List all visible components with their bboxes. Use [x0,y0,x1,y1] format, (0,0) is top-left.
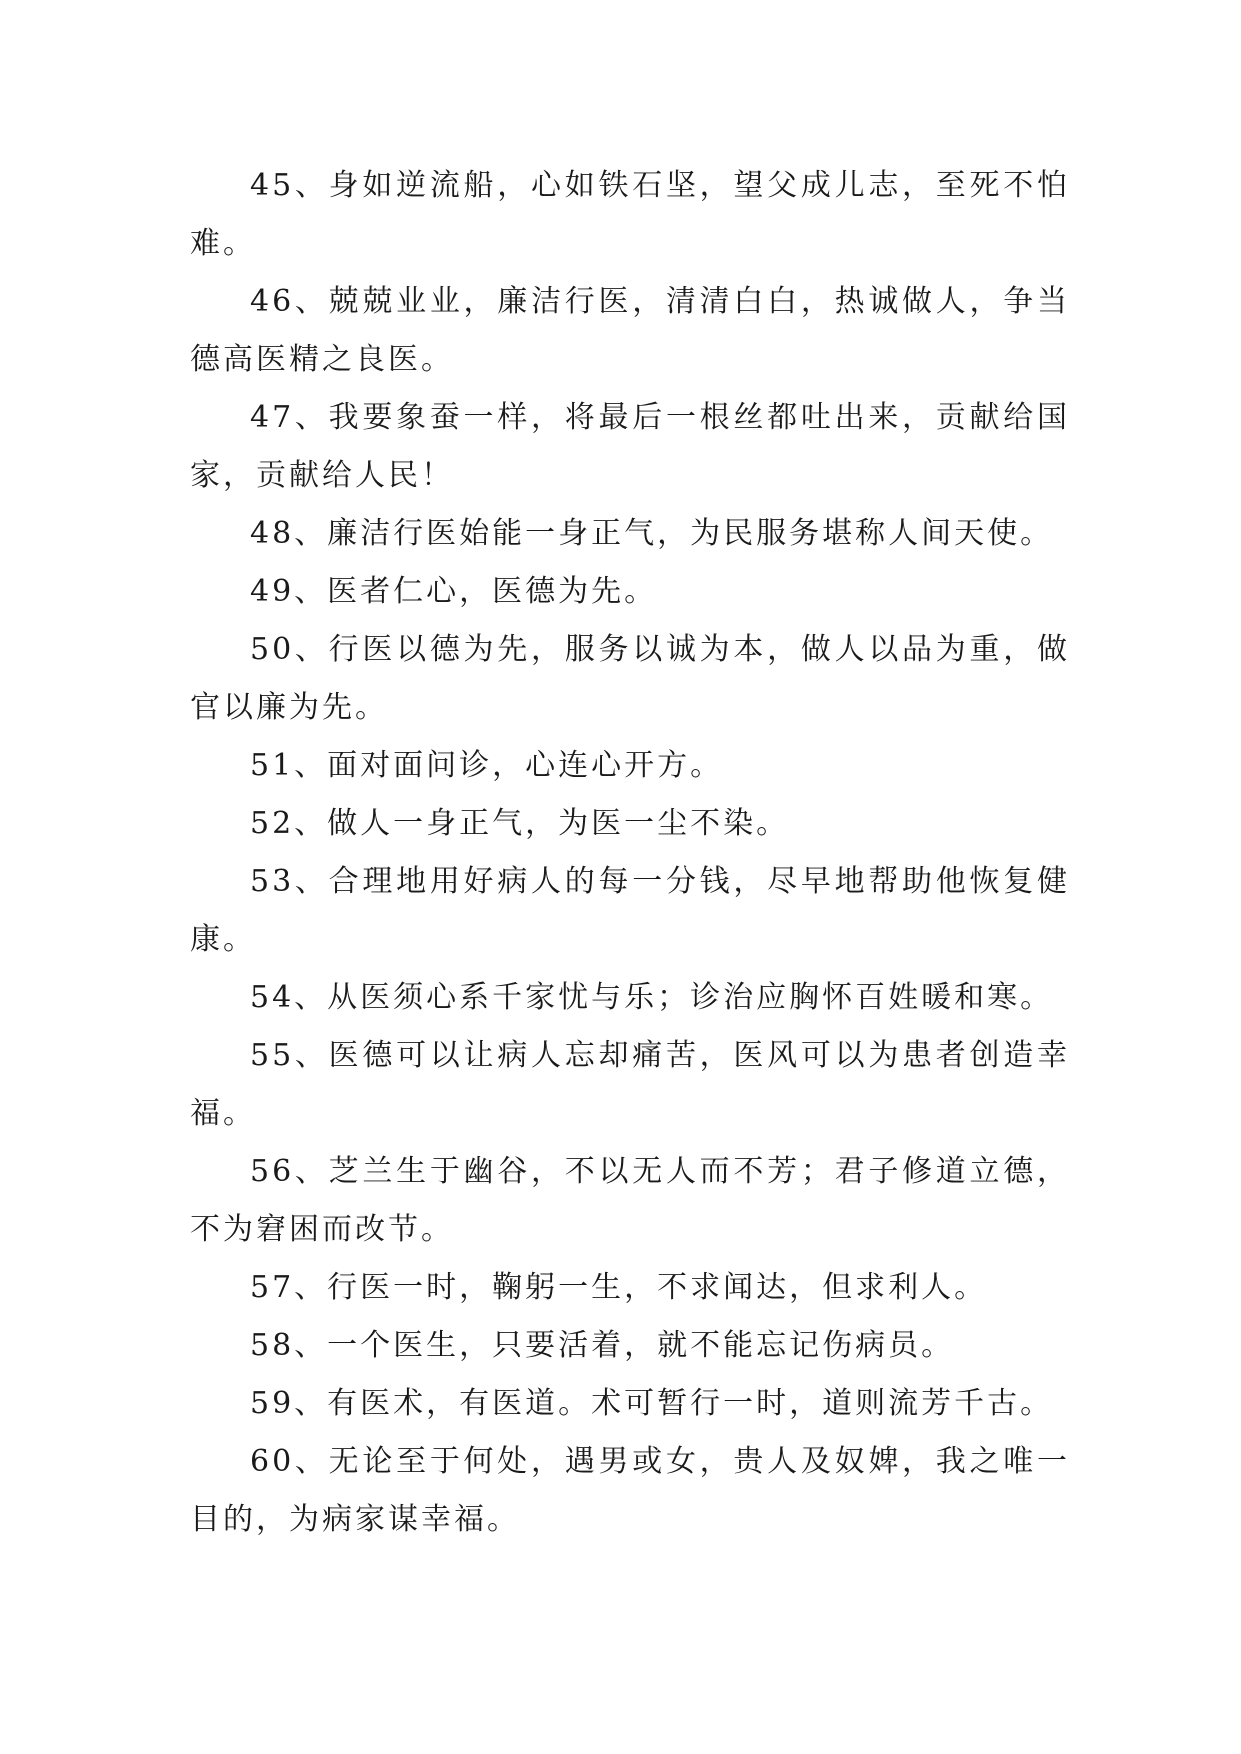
list-item-47: 47、我要象蚕一样，将最后一根丝都吐出来，贡献给国家，贡献给人民！ [190,400,1070,493]
list-item-45: 45、身如逆流船，心如铁石坚，望父成儿志，至死不怕难。 [190,168,1070,261]
list-item-50: 50、行医以德为先，服务以诚为本，做人以品为重，做官以廉为先。 [190,632,1070,725]
list-item-58: 58、一个医生，只要活着，就不能忘记伤病员。 [250,1328,955,1363]
list-item-57: 57、行医一时，鞠躬一生，不求闻达，但求利人。 [250,1270,988,1305]
list-item-51: 51、面对面问诊，心连心开方。 [250,748,724,783]
list-item-52: 52、做人一身正气，为医一尘不染。 [250,806,790,841]
list-item-55: 55、医德可以让病人忘却痛苦，医风可以为患者创造幸福。 [190,1038,1070,1131]
list-item-59: 59、有医术，有医道。术可暂行一时，道则流芳千古。 [250,1386,1054,1421]
list-item-49: 49、医者仁心，医德为先。 [250,574,658,609]
list-item-48: 48、廉洁行医始能一身正气，为民服务堪称人间天使。 [250,516,1054,551]
quote-list [190,157,1070,1549]
list-item-60: 60、无论至于何处，遇男或女，贵人及奴婢，我之唯一目的，为病家谋幸福。 [190,1444,1070,1537]
list-item-53: 53、合理地用好病人的每一分钱，尽早地帮助他恢复健康。 [190,864,1070,957]
list-item-56: 56、芝兰生于幽谷，不以无人而不芳；君子修道立德，不为窘困而改节。 [190,1154,1070,1247]
list-item-54: 54、从医须心系千家忧与乐；诊治应胸怀百姓暖和寒。 [250,980,1054,1015]
list-item-46: 46、兢兢业业，廉洁行医，清清白白，热诚做人，争当德高医精之良医。 [190,284,1070,377]
